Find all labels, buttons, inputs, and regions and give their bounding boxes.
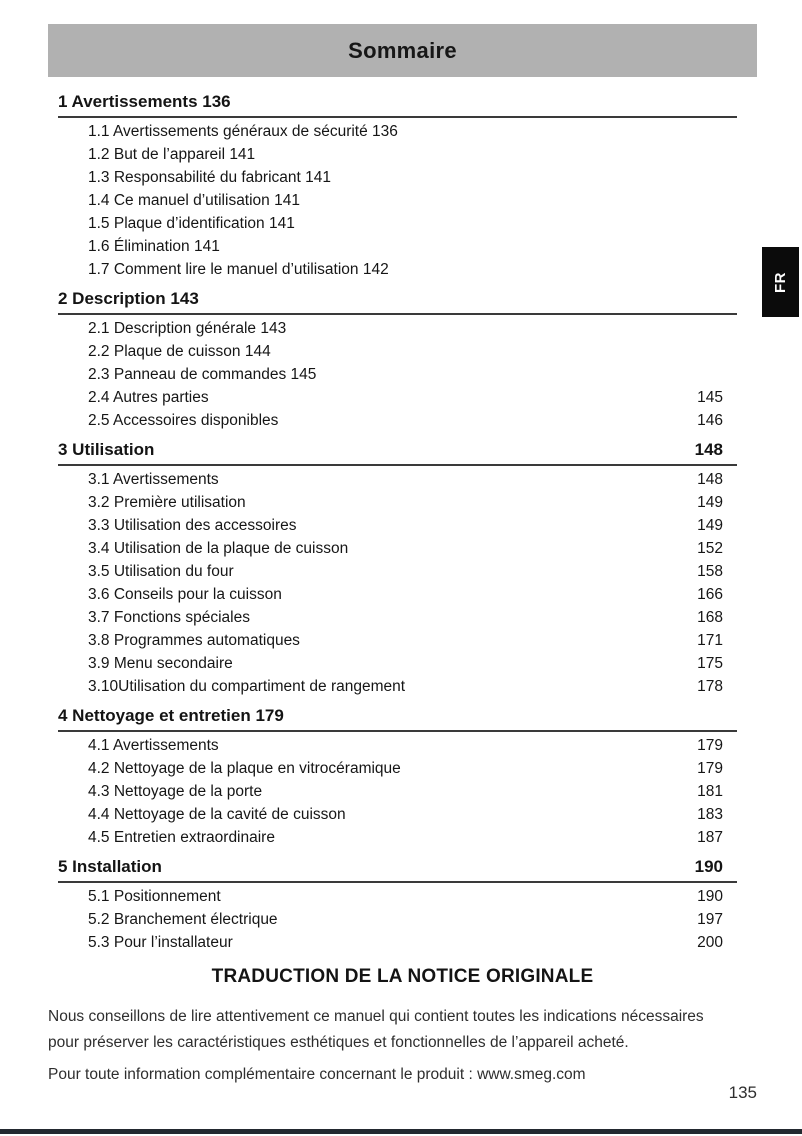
language-tab: [762, 247, 799, 317]
sommaire-header-bar: [48, 24, 757, 77]
toc-item-label: 4.5 Entretien extraordinaire: [88, 829, 275, 846]
toc-section: [58, 91, 737, 281]
section-title: 5 Installation: [58, 857, 162, 876]
toc-item-page-number: 181: [697, 783, 723, 800]
toc-item-label: 3.9 Menu secondaire: [88, 655, 233, 672]
toc-item: [58, 258, 737, 281]
toc-item: [58, 803, 737, 826]
toc-item: [58, 757, 737, 780]
toc-item: [58, 583, 737, 606]
notice-line: Pour toute information complémentaire concernant le produit : www.smeg.com: [48, 1066, 586, 1083]
page-number: 135: [728, 1083, 757, 1102]
toc-item-page-number: 152: [697, 540, 723, 557]
toc-item-label: 5.1 Positionnement: [88, 888, 221, 905]
toc-item-label: 3.4 Utilisation de la plaque de cuisson: [88, 540, 349, 557]
toc-item: [58, 652, 737, 675]
bottom-bar: [0, 1129, 802, 1134]
toc-item: [58, 409, 737, 432]
notice-line: Nous conseillons de lire attentivement ce manuel qui contient toutes les indications nécessaires: [48, 1008, 704, 1025]
toc-item: [58, 235, 737, 258]
toc-item: [58, 491, 737, 514]
notice-text: [48, 1004, 768, 1088]
section-title: 1 Avertissements 136: [58, 92, 231, 111]
toc-item-label: 1.3 Responsabilité du fabricant 141: [88, 169, 331, 186]
toc-item: [58, 537, 737, 560]
toc-item-label: 3.6 Conseils pour la cuisson: [88, 586, 282, 603]
toc-item-page-number: 190: [697, 888, 723, 905]
toc-item: [58, 675, 737, 698]
toc-item: [58, 780, 737, 803]
toc-item: [58, 629, 737, 652]
toc-item-label: 4.3 Nettoyage de la porte: [88, 783, 263, 800]
toc-item: [58, 560, 737, 583]
toc-item-label: 4.2 Nettoyage de la plaque en vitrocéramique: [88, 760, 401, 777]
toc-item-page-number: 149: [697, 494, 723, 511]
toc-item: [58, 931, 737, 954]
section-title: 3 Utilisation: [58, 440, 155, 459]
page-title: Sommaire: [348, 37, 457, 63]
toc-item-label: 2.1 Description générale 143: [88, 320, 287, 337]
toc-item: [58, 189, 737, 212]
section-page-number: 148: [694, 440, 723, 459]
toc-item: [58, 826, 737, 849]
toc-item-label: 2.3 Panneau de commandes 145: [88, 366, 317, 383]
section-heading-row: [58, 856, 737, 883]
toc-item-page-number: 168: [697, 609, 723, 626]
section-items: [58, 315, 737, 432]
toc-item-label: 4.4 Nettoyage de la cavité de cuisson: [88, 806, 346, 823]
toc-item: [58, 606, 737, 629]
toc-item: [58, 212, 737, 235]
toc-item: [58, 363, 737, 386]
toc-item-label: 1.1 Avertissements généraux de sécurité 136: [88, 123, 398, 140]
section-page-number: 190: [694, 857, 723, 876]
toc-item-page-number: 179: [697, 760, 723, 777]
toc-item: [58, 386, 737, 409]
toc-item: [58, 143, 737, 166]
toc-item: [58, 340, 737, 363]
toc-item-label: 1.4 Ce manuel d’utilisation 141: [88, 192, 300, 209]
toc-item: [58, 885, 737, 908]
toc-item: [58, 317, 737, 340]
toc-section: [58, 705, 737, 849]
toc-item-label: 4.1 Avertissements: [88, 737, 219, 754]
language-tab-label: FR: [772, 271, 789, 293]
toc-item-page-number: 178: [697, 678, 723, 695]
toc-item-label: 1.6 Élimination 141: [88, 238, 220, 255]
toc-item-label: 2.2 Plaque de cuisson 144: [88, 343, 271, 360]
toc-item: [58, 734, 737, 757]
toc-item-label: 3.5 Utilisation du four: [88, 563, 234, 580]
toc-item-label: 3.7 Fonctions spéciales: [88, 609, 250, 626]
toc-item-label: 2.5 Accessoires disponibles: [88, 412, 279, 429]
toc-item-label: 3.3 Utilisation des accessoires: [88, 517, 297, 534]
toc-item-label: 3.1 Avertissements: [88, 471, 219, 488]
translation-heading: TRADUCTION DE LA NOTICE ORIGINALE: [211, 966, 594, 987]
toc-item-page-number: 171: [697, 632, 723, 649]
section-heading-row: [58, 705, 737, 732]
toc-item-label: 5.3 Pour l’installateur: [88, 934, 233, 951]
toc-item: [58, 468, 737, 491]
toc-item-page-number: 145: [697, 389, 723, 406]
toc-item: [58, 908, 737, 931]
toc-item-page-number: 200: [697, 934, 723, 951]
toc-item: [58, 120, 737, 143]
toc-section: [58, 439, 737, 698]
toc-item-label: 1.2 But de l’appareil 141: [88, 146, 256, 163]
section-title: 2 Description 143: [58, 289, 199, 308]
toc-item-label: 2.4 Autres parties: [88, 389, 209, 406]
toc-item-page-number: 183: [697, 806, 723, 823]
section-items: [58, 883, 737, 954]
toc-item-page-number: 166: [697, 586, 723, 603]
section-heading-row: [58, 288, 737, 315]
toc-item-label: 3.10Utilisation du compartiment de rangement: [88, 678, 406, 695]
toc-item-page-number: 148: [697, 471, 723, 488]
toc-item-label: 1.7 Comment lire le manuel d’utilisation 142: [88, 261, 389, 278]
notice-line: pour préserver les caractéristiques esthétiques et fonctionnelles de l’appareil acheté.: [48, 1034, 629, 1051]
toc-item-label: 1.5 Plaque d’identification 141: [88, 215, 295, 232]
toc-item-page-number: 146: [697, 412, 723, 429]
section-title: 4 Nettoyage et entretien 179: [58, 706, 284, 725]
toc-item-label: 3.2 Première utilisation: [88, 494, 246, 511]
toc-section: [58, 288, 737, 432]
section-heading-row: [58, 91, 737, 118]
toc-item: [58, 514, 737, 537]
toc-item: [58, 166, 737, 189]
section-heading-row: [58, 439, 737, 466]
section-items: [58, 118, 737, 281]
table-of-contents: [58, 91, 737, 961]
section-items: [58, 466, 737, 698]
toc-item-page-number: 175: [697, 655, 723, 672]
toc-item-page-number: 179: [697, 737, 723, 754]
section-items: [58, 732, 737, 849]
toc-item-label: 3.8 Programmes automatiques: [88, 632, 300, 649]
toc-item-page-number: 187: [697, 829, 723, 846]
toc-item-page-number: 149: [697, 517, 723, 534]
toc-item-label: 5.2 Branchement électrique: [88, 911, 278, 928]
toc-item-page-number: 197: [697, 911, 723, 928]
toc-section: [58, 856, 737, 954]
toc-item-page-number: 158: [697, 563, 723, 580]
